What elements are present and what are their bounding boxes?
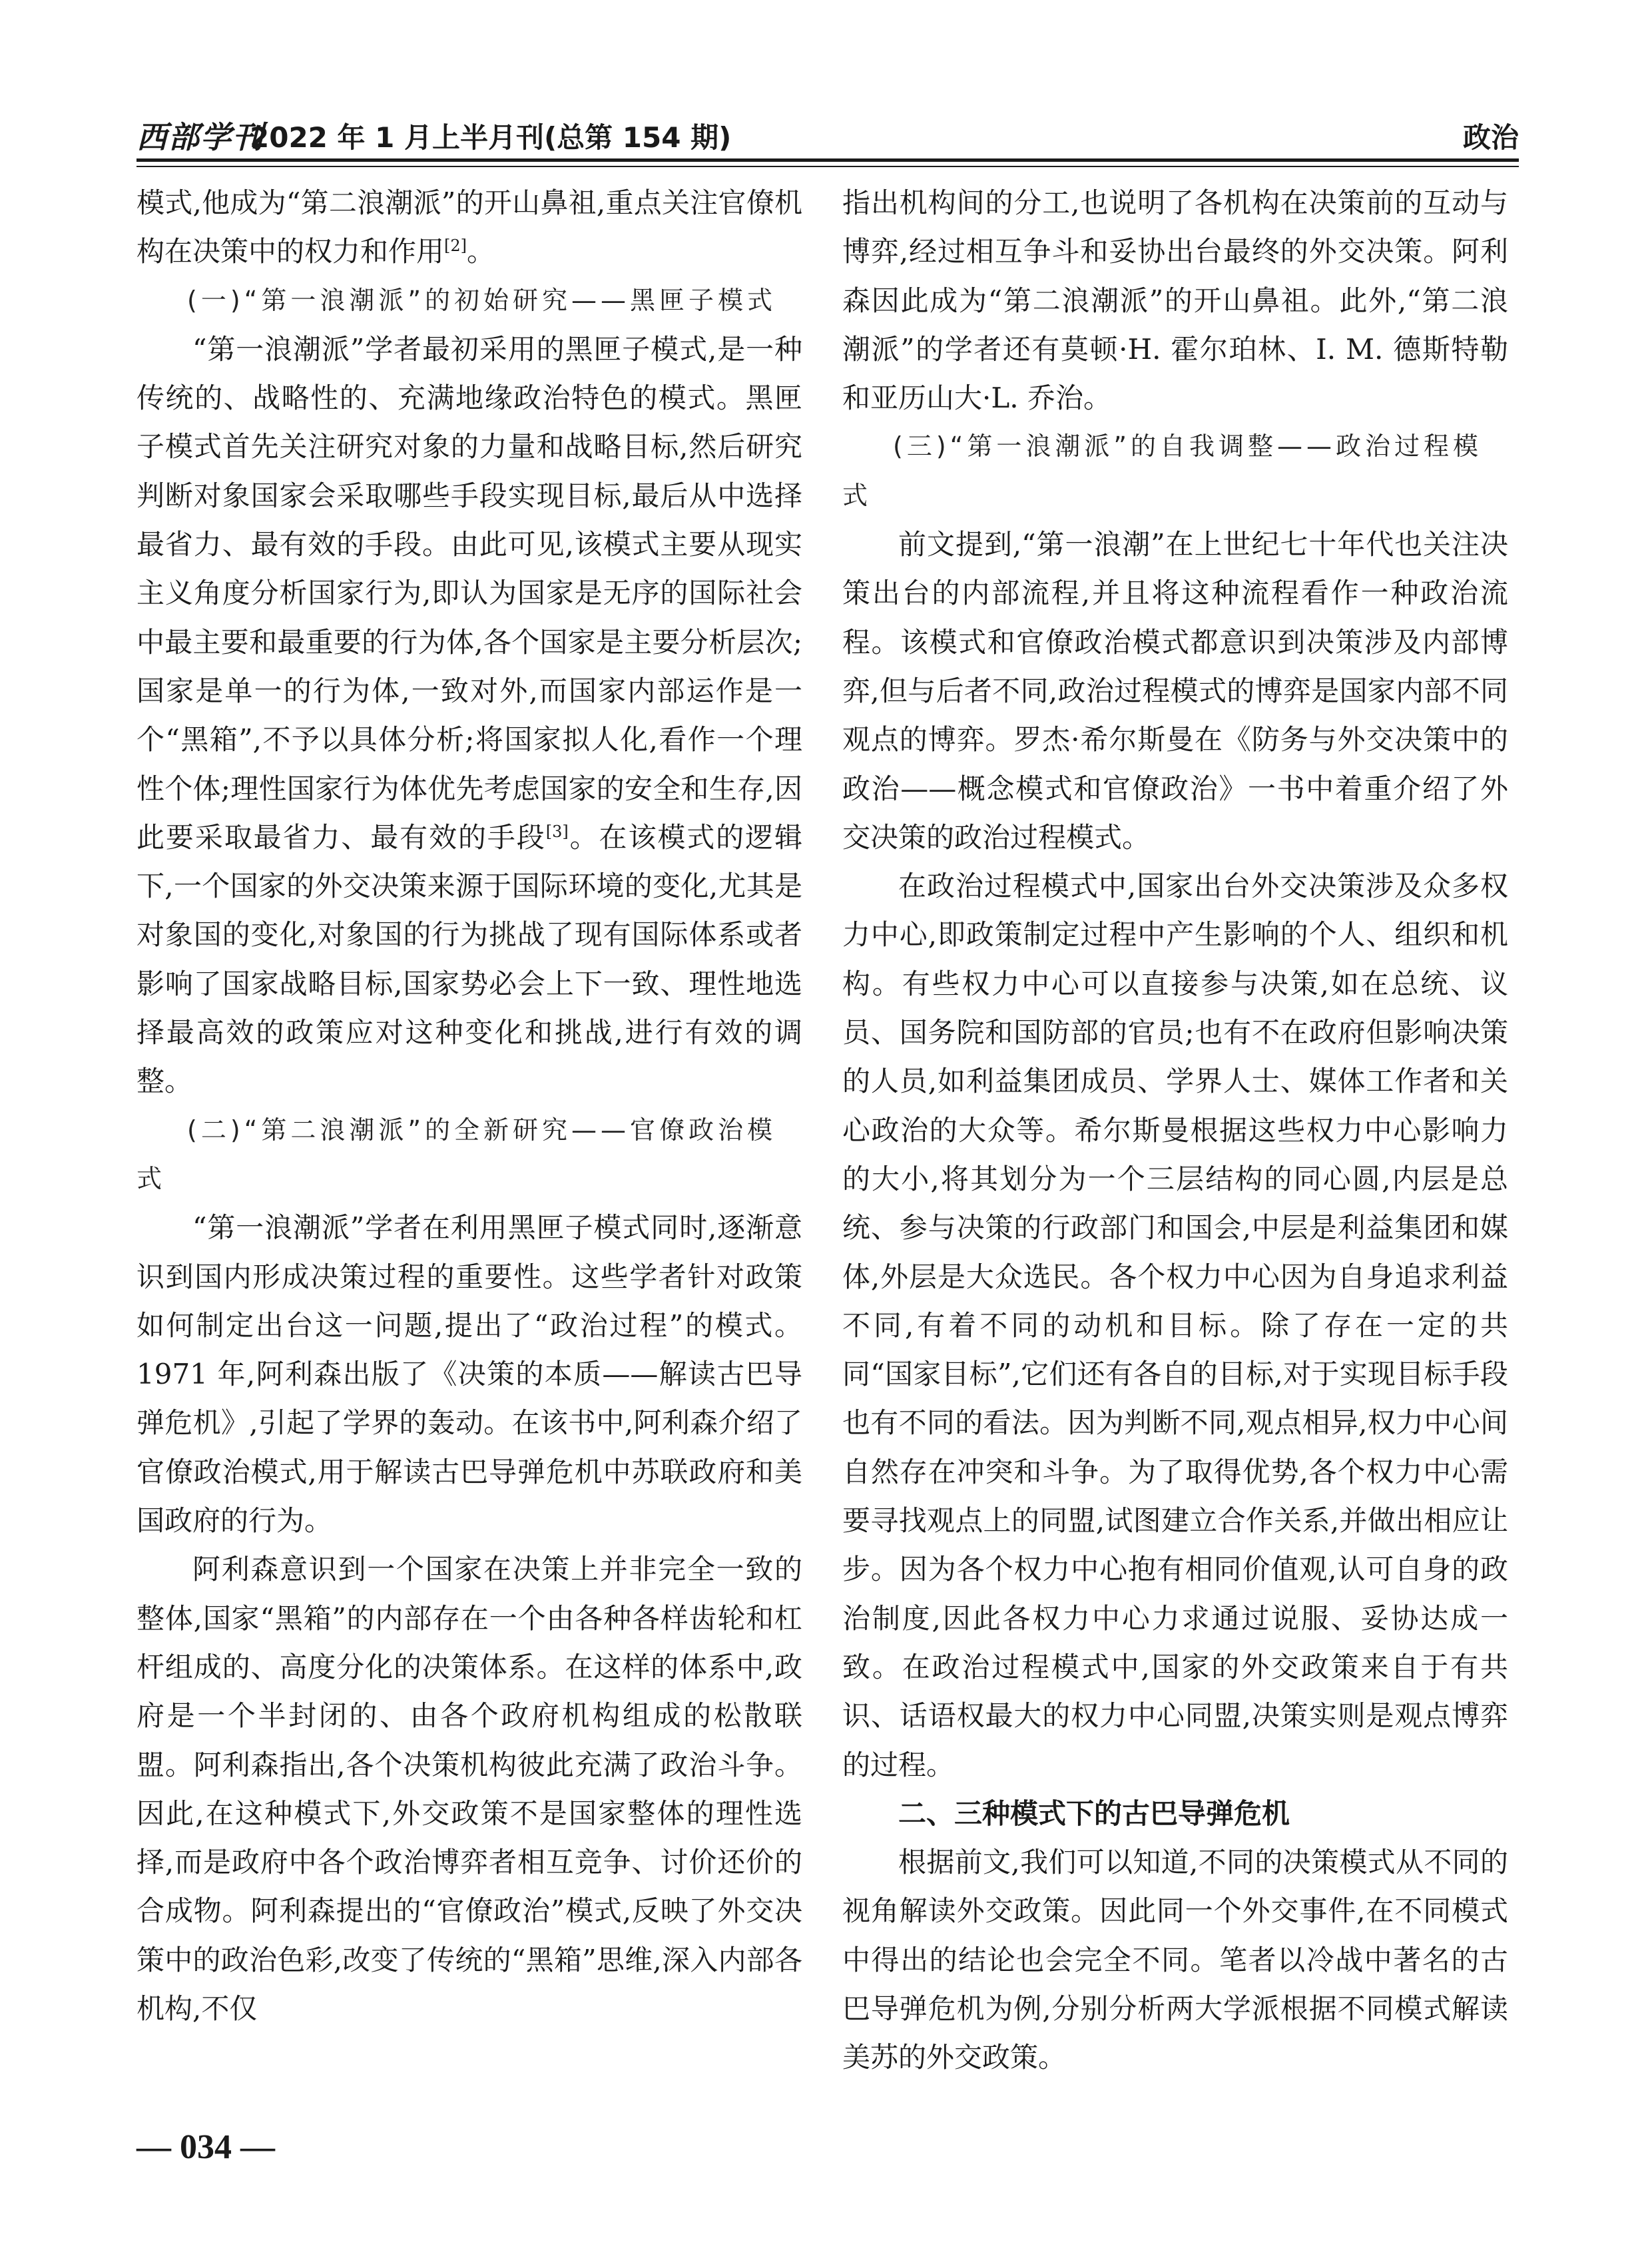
paragraph: 前文提到,“第一浪潮”在上世纪七十年代也关注决策出台的内部流程,并且将这种流程看作一种政治流程。该模式和官僚政治模式都意识到决策涉及内部博弈,但与后者不同,政治过程模式的博弈是国家内部不同观点的博弈。罗杰·希尔斯曼在《防务与外交决策中的政治——概念模式和官僚政治》一书中着重介绍了外交决策的政治过程模式。 <box>842 528 1508 854</box>
right-column <box>842 178 1508 2103</box>
subsection-heading: (二)“第二浪潮派”的全新研究——官僚政治模式 <box>137 1115 777 1193</box>
left-column <box>137 178 802 2103</box>
citation-ref[interactable]: [2] <box>444 236 467 256</box>
paragraph: “第一浪潮派”学者在利用黑匣子模式同时,逐渐意识到国内形成决策过程的重要性。这些学者针对政策如何制定出台这一问题,提出了“政治过程”的模式。1971 年,阿利森出版了《决策的本质——解读古巴导弹危机》,引起了学界的轰动。在该书中,阿利森介绍了官僚政治模式,用于解读古巴导弹危机中苏联政府和美国政府的行为。 <box>137 1211 802 1538</box>
citation-ref[interactable]: [3] <box>545 822 569 841</box>
issue-info: 2022 年 1 月上半月刊(总第 154 期) <box>250 121 732 154</box>
paragraph: 模式,他成为“第二浪潮派”的开山鼻祖,重点关注官僚机构在决策中的权力和作用[2]。 <box>137 186 802 268</box>
section-heading: 二、三种模式下的古巴导弹危机 <box>898 1797 1290 1830</box>
header-rule-thick <box>137 158 1519 162</box>
subsection-heading: (一)“第一浪潮派”的初始研究——黑匣子模式 <box>187 285 777 315</box>
section-name: 政治 <box>1462 121 1519 154</box>
paragraph: 指出机构间的分工,也说明了各机构在决策前的互动与博弈,经过相互争斗和妥协出台最终的外交决策。阿利森因此成为“第二浪潮派”的开山鼻祖。此外,“第二浪潮派”的学者还有莫顿·H. 霍尔珀林、I. M. 德斯特勒和亚历山大·L. 乔治。 <box>842 186 1508 415</box>
page-number: — 034 — <box>137 2128 275 2166</box>
subsection-heading: (三)“第一浪潮派”的自我调整——政治过程模式 <box>842 431 1483 510</box>
running-header <box>137 112 1519 158</box>
paragraph: 阿利森意识到一个国家在决策上并非完全一致的整体,国家“黑箱”的内部存在一个由各种各样齿轮和杠杆组成的、高度分化的决策体系。在这样的体系中,政府是一个半封闭的、由各个政府机构组成的松散联盟。阿利森指出,各个决策机构彼此充满了政治斗争。因此,在这种模式下,外交政策不是国家整体的理性选择,而是政府中各个政治博弈者相互竞争、讨价还价的合成物。阿利森提出的“官僚政治”模式,反映了外交决策中的政治色彩,改变了传统的“黑箱”思维,深入内部各机构,不仅 <box>137 1553 802 2025</box>
paragraph: “第一浪潮派”学者最初采用的黑匣子模式,是一种传统的、战略性的、充满地缘政治特色的模式。黑匣子模式首先关注研究对象的力量和战略目标,然后研究判断对象国家会采取哪些手段实现目标,最后从中选择最省力、最有效的手段。由此可见,该模式主要从现实主义角度分析国家行为,即认为国家是无序的国际社会中最主要和最重要的行为体,各个国家是主要分析层次;国家是单一的行为体,一致对外,而国家内部运作是一个“黑箱”,不予以具体分析;将国家拟人化,看作一个理性个体;理性国家行为体优先考虑国家的安全和生存,因此要采取最省力、最有效的手段[3]。在该模式的逻辑下,一个国家的外交决策来源于国际环境的变化,尤其是对象国的变化,对象国的行为挑战了现有国际体系或者影响了国家战略目标,国家势必会上下一致、理性地选择最高效的政策应对这种变化和挑战,进行有效的调整。 <box>137 332 802 1098</box>
journal-logo: 西部学刊 <box>137 119 264 155</box>
paragraph: 在政治过程模式中,国家出台外交决策涉及众多权力中心,即政策制定过程中产生影响的个人、组织和机构。有些权力中心可以直接参与决策,如在总统、议员、国务院和国防部的官员;也有不在政府但影响决策的人员,如利益集团成员、学界人士、媒体工作者和关心政治的大众等。希尔斯曼根据这些权力中心影响力的大小,将其划分为一个三层结构的同心圆,内层是总统、参与决策的行政部门和国会,中层是利益集团和媒体,外层是大众选民。各个权力中心因为自身追求利益不同,有着不同的动机和目标。除了存在一定的共同“国家目标”,它们还有各自的目标,对于实现目标手段也有不同的看法。因为判断不同,观点相异,权力中心间自然存在冲突和斗争。为了取得优势,各个权力中心需要寻找观点上的同盟,试图建立合作关系,并做出相应让步。因为各个权力中心抱有相同价值观,认可自身的政治制度,因此各权力中心力求通过说服、妥协达成一致。在政治过程模式中,国家的外交政策来自于有共识、话语权最大的权力中心同盟,决策实则是观点博弈的过程。 <box>842 870 1508 1781</box>
header-rule-thin <box>137 166 1519 167</box>
paragraph: 根据前文,我们可以知道,不同的决策模式从不同的视角解读外交政策。因此同一个外交事件,在不同模式中得出的结论也会完全不同。笔者以冷战中著名的古巴导弹危机为例,分别分析两大学派根据不同模式解读美苏的外交政策。 <box>842 1846 1508 2074</box>
